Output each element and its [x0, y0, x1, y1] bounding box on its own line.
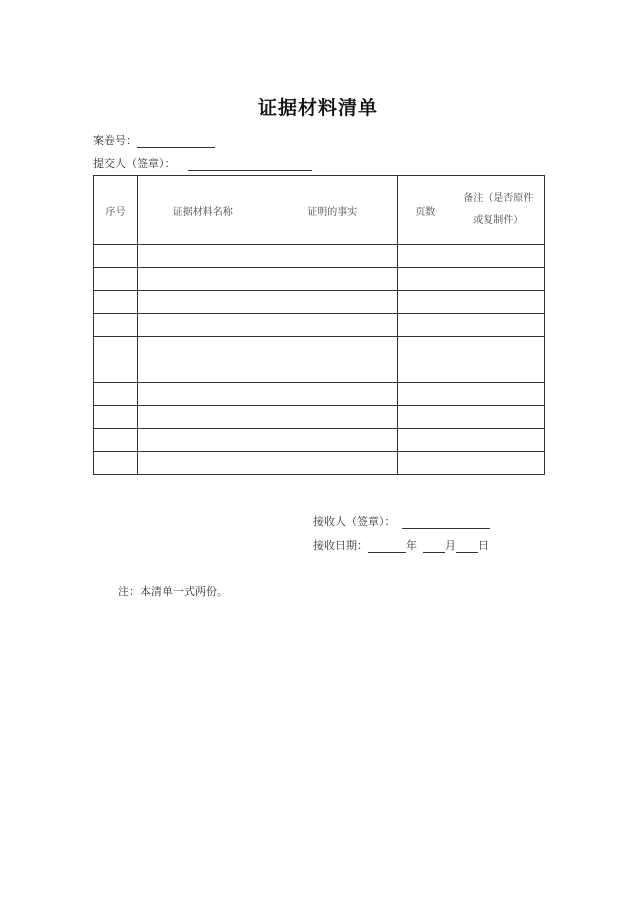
header-name: 证据材料名称 — [138, 176, 268, 245]
page-title: 证据材料清单 — [257, 97, 378, 119]
table-row — [94, 268, 545, 291]
date-year-label: 年 — [406, 539, 417, 552]
evidence-table — [93, 175, 545, 475]
submitter-field — [93, 155, 312, 171]
table-row — [94, 383, 545, 406]
header-pages: 页数 — [398, 176, 453, 245]
date-day-line[interactable] — [456, 540, 478, 553]
footnote: 注：本清单一式两份。 — [118, 585, 228, 598]
date-month-label: 月 — [445, 539, 456, 552]
table-row — [94, 245, 545, 268]
table-header-row — [94, 176, 545, 245]
table-row — [94, 429, 545, 452]
date-year-line[interactable] — [368, 540, 406, 553]
receiver-label: 接收人（签章）： — [313, 515, 396, 528]
header-index: 序号 — [94, 176, 138, 245]
case-number-label: 案卷号： — [93, 134, 137, 147]
table-row — [94, 337, 545, 383]
date-month-line[interactable] — [423, 540, 445, 553]
table-row — [94, 406, 545, 429]
table-row — [94, 452, 545, 475]
header-fact: 证明的事实 — [268, 176, 398, 245]
case-number-field — [93, 132, 215, 148]
submitter-label: 提交人（签章）： — [93, 157, 176, 170]
receiver-field — [313, 513, 490, 529]
date-label: 接收日期： — [313, 539, 368, 552]
header-remark: 备注（是否原件或复制件） — [453, 176, 545, 245]
submitter-line[interactable] — [188, 158, 312, 171]
receive-date-field — [313, 537, 489, 553]
table-row — [94, 314, 545, 337]
receiver-line[interactable] — [402, 516, 490, 529]
date-day-label: 日 — [478, 539, 489, 552]
table-row — [94, 291, 545, 314]
case-number-line[interactable] — [137, 135, 215, 148]
